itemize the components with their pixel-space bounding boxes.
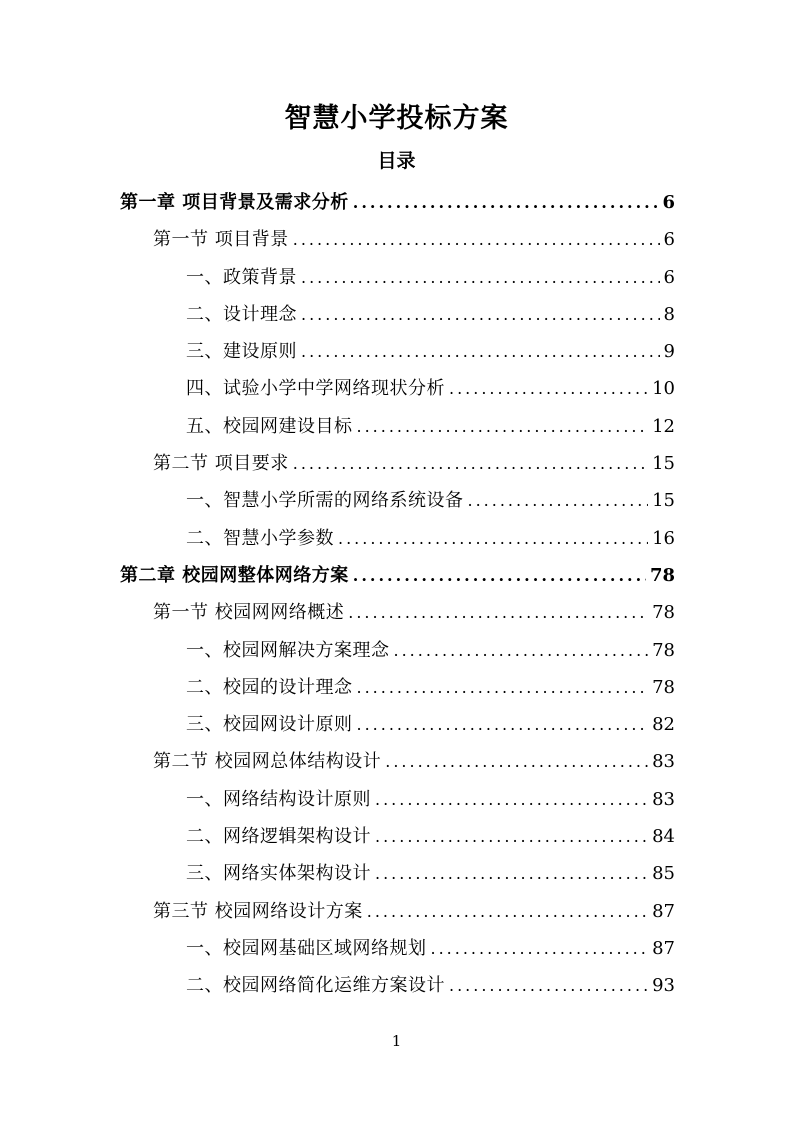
toc-section-entry[interactable]: [120, 893, 675, 930]
toc-dot-leader: [301, 333, 660, 370]
toc-entry-page: 15: [652, 490, 675, 512]
toc-entry-label: 一、智慧小学所需的网络系统设备: [186, 490, 464, 512]
toc-dot-leader: [353, 557, 646, 594]
toc-entry-label: 一、校园网基础区域网络规划: [186, 937, 427, 959]
toc-subsection-entry[interactable]: [120, 706, 675, 743]
toc-entry-page: 8: [663, 303, 675, 325]
toc-entry-page: 78: [652, 602, 675, 624]
toc-entry-page: 78: [649, 564, 675, 586]
toc-subsection-entry[interactable]: [120, 818, 675, 855]
toc-dot-leader: [449, 370, 648, 407]
toc-entry-page: 93: [652, 975, 675, 997]
toc-entry-page: 12: [652, 415, 675, 437]
toc-entry-label: 第二章 校园网整体网络方案: [120, 564, 349, 586]
toc-section-entry[interactable]: [120, 594, 675, 631]
toc-entry-page: 84: [652, 826, 675, 848]
toc-subsection-entry[interactable]: [120, 333, 675, 370]
toc-subsection-entry[interactable]: [120, 781, 675, 818]
toc-dot-leader: [293, 445, 648, 482]
toc-entry-page: 10: [652, 378, 675, 400]
toc-dot-leader: [338, 520, 648, 557]
toc-entry-label: 五、校园网建设目标: [186, 415, 353, 437]
toc-entry-label: 三、建设原则: [186, 341, 297, 363]
page-number: 1: [391, 1032, 402, 1050]
toc-entry-page: 87: [652, 900, 675, 922]
toc-entry-label: 二、设计理念: [186, 303, 297, 325]
toc-dot-leader: [394, 632, 649, 669]
toc-entry-label: 一、网络结构设计原则: [186, 788, 371, 810]
toc-dot-leader: [357, 408, 649, 445]
toc-chapter-entry[interactable]: [120, 184, 675, 221]
toc-entry-label: 一、政策背景: [186, 266, 297, 288]
document-title: 智慧小学投标方案: [284, 103, 509, 134]
toc-subsection-entry[interactable]: [120, 520, 675, 557]
toc-section-entry[interactable]: [120, 221, 675, 258]
toc-entry-label: 一、校园网解决方案理念: [186, 639, 390, 661]
toc-dot-leader: [357, 706, 649, 743]
toc-entry-page: 15: [652, 453, 675, 475]
toc-subsection-entry[interactable]: [120, 669, 675, 706]
toc-dot-leader: [431, 930, 649, 967]
toc-entry-label: 第一章 项目背景及需求分析: [120, 192, 349, 213]
toc-entry-label: 第二节 校园网总体结构设计: [153, 751, 382, 773]
toc-dot-leader: [367, 893, 648, 930]
toc-entry-page: 6: [663, 266, 675, 288]
toc-dot-leader: [301, 259, 660, 296]
toc-entry-page: 85: [652, 863, 675, 885]
toc-entry-label: 三、网络实体架构设计: [186, 863, 371, 885]
toc-entry-label: 第二节 项目要求: [153, 453, 289, 475]
toc-dot-leader: [375, 818, 648, 855]
toc-entry-page: 78: [652, 676, 675, 698]
toc-entry-page: 87: [652, 937, 675, 959]
toc-entry-page: 78: [652, 639, 675, 661]
toc-dot-leader: [293, 221, 660, 258]
toc-dot-leader: [301, 296, 660, 333]
toc-entry-label: 二、校园网络简化运维方案设计: [186, 975, 445, 997]
toc-subsection-entry[interactable]: [120, 632, 675, 669]
toc-dot-leader: [348, 594, 648, 631]
toc-section-entry[interactable]: [120, 445, 675, 482]
toc-entry-label: 二、智慧小学参数: [186, 527, 334, 549]
toc-subsection-entry[interactable]: [120, 855, 675, 892]
toc-entry-page: 82: [652, 714, 675, 736]
toc-entry-label: 二、校园的设计理念: [186, 676, 353, 698]
toc-subsection-entry[interactable]: [120, 482, 675, 519]
toc-heading: 目录: [377, 150, 416, 172]
toc-dot-leader: [357, 669, 649, 706]
toc-subsection-entry[interactable]: [120, 408, 675, 445]
toc-subsection-entry[interactable]: [120, 930, 675, 967]
toc-entry-label: 二、网络逻辑架构设计: [186, 826, 371, 848]
toc-chapter-entry[interactable]: [120, 557, 675, 594]
toc-dot-leader: [375, 781, 648, 818]
table-of-contents: [120, 184, 675, 1005]
toc-subsection-entry[interactable]: [120, 967, 675, 1004]
toc-entry-label: 四、试验小学中学网络现状分析: [186, 378, 445, 400]
toc-entry-label: 第三节 校园网络设计方案: [153, 900, 363, 922]
toc-subsection-entry[interactable]: [120, 370, 675, 407]
toc-entry-label: 三、校园网设计原则: [186, 714, 353, 736]
toc-dot-leader: [385, 743, 648, 780]
toc-entry-page: 83: [652, 788, 675, 810]
toc-dot-leader: [353, 184, 659, 221]
toc-dot-leader: [449, 967, 648, 1004]
toc-subsection-entry[interactable]: [120, 259, 675, 296]
toc-entry-label: 第一节 项目背景: [153, 229, 289, 251]
toc-entry-label: 第一节 校园网网络概述: [153, 602, 345, 624]
toc-subsection-entry[interactable]: [120, 296, 675, 333]
toc-entry-page: 83: [652, 751, 675, 773]
toc-entry-page: 6: [662, 192, 675, 213]
toc-dot-leader: [468, 482, 649, 519]
toc-section-entry[interactable]: [120, 743, 675, 780]
toc-entry-page: 9: [663, 341, 675, 363]
toc-entry-page: 6: [663, 229, 675, 251]
toc-dot-leader: [375, 855, 648, 892]
toc-entry-page: 16: [652, 527, 675, 549]
